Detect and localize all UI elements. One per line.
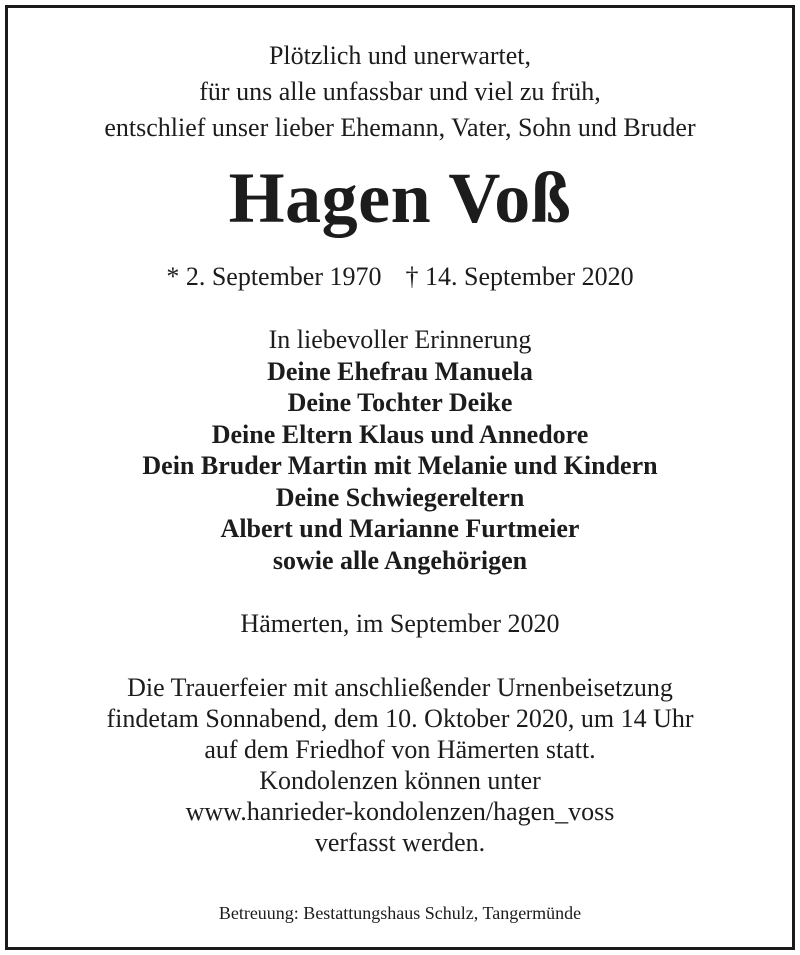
intro-line: für uns alle unfassbar und viel zu früh, [199, 77, 601, 106]
birth-date: * 2. September 1970 [166, 262, 382, 291]
service-line: auf dem Friedhof von Hämerten statt. [204, 735, 596, 764]
mourner-entry: Deine Ehefrau Manuela [267, 356, 533, 386]
place-date: Hämerten, im September 2020 [240, 609, 560, 638]
mourners-list [8, 324, 792, 576]
service-line: verfasst werden. [314, 828, 486, 857]
mourner-entry: sowie alle Angehörigen [272, 545, 528, 575]
death-date: † 14. September 2020 [405, 262, 634, 291]
service-line: Die Trauerfeier mit anschließender Urnenbeisetzung [127, 673, 673, 702]
mourner-entry: Dein Bruder Martin mit Melanie und Kindern [142, 451, 658, 480]
deceased-name: Hagen Voß [228, 158, 572, 238]
mourner-entry: Deine Tochter Deike [287, 388, 513, 417]
service-line: findetam Sonnabend, dem 10. Oktober 2020, um 14 Uhr [106, 704, 694, 733]
mourner-entry: Albert und Marianne Furtmeier [220, 514, 580, 543]
condolence-url: www.hanrieder-kondolenzen/hagen_voss [185, 797, 615, 826]
service-info [8, 672, 792, 858]
funeral-home-credit: Betreuung: Bestattungshaus Schulz, Tangermünde [218, 903, 582, 923]
intro-line: entschlief unser lieber Ehemann, Vater, Sohn und Bruder [104, 113, 696, 142]
service-line: Kondolenzen können unter [259, 766, 541, 795]
life-dates [8, 260, 792, 294]
intro-text [8, 38, 792, 146]
mourners-heading: In liebevoller Erinnerung [268, 325, 532, 354]
mourner-entry: Deine Eltern Klaus und Annedore [211, 419, 589, 449]
intro-line: Plötzlich und unerwartet, [268, 41, 532, 70]
obituary-notice [5, 5, 795, 950]
mourner-entry: Deine Schwiegereltern [275, 482, 525, 512]
